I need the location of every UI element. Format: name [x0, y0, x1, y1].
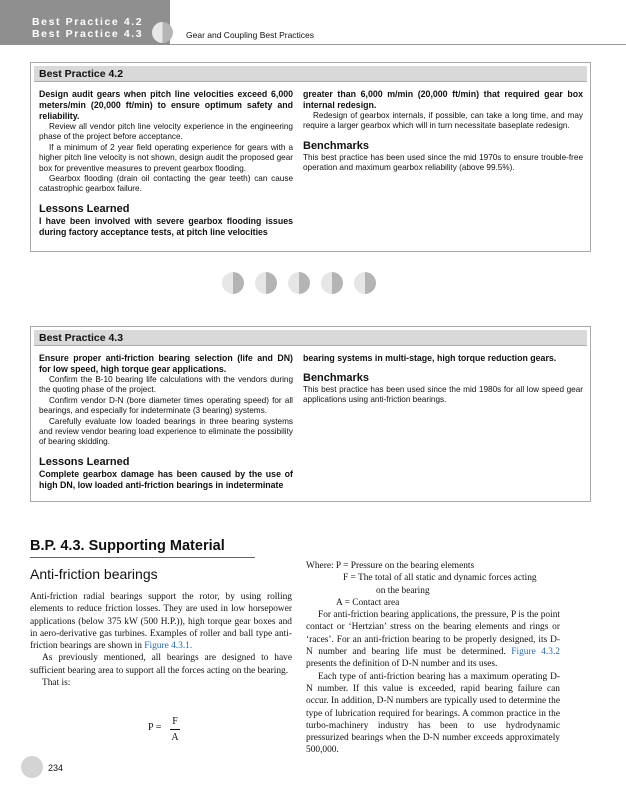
support-right-column [306, 560, 560, 757]
where-line-3: on the bearing [376, 585, 430, 596]
bp42-para-3: Gearbox flooding (drain oil contacting the gear teeth) can cause catastrophic gearbox failure. [39, 174, 293, 194]
bp42-benchmarks-heading: Benchmarks [303, 139, 370, 152]
section-rule [30, 557, 255, 558]
bp43-lessons-text: Complete gearbox damage has been caused by the use of high DN, low loaded anti-friction bearings in indeterminate [39, 468, 293, 490]
support-right-para-1a: For anti-friction bearing applications, the pressure, P is the point contact or ‘Hertzian’ stress on the bearing elements and rings or ‘races’. For an anti-friction bearing to be properly designed, its D-N number and bearing life must be determined. [306, 610, 560, 658]
support-left-para-1 [30, 591, 292, 652]
bp43-para-1: Confirm the B-10 bearing life calculations with the vendors during the quoting phase of the project. [39, 375, 293, 395]
bp42-right-para-1: Redesign of gearbox internals, if possible, can take a long time, and may require a larger gearbox which will in turn necessitate baseplate redesign. [303, 111, 583, 131]
bp43-para-3: Carefully evaluate low loaded bearings in three bearing systems and review vendor bearing load experience to eliminate the possibility of bearing skidding. [39, 416, 293, 447]
divider-circle-icon [321, 272, 343, 294]
support-left-para-2: As previously mentioned, all bearings are designed to have sufficient bearing area to support all the forces acting on the bearing. [30, 653, 292, 676]
support-right-para-2: Each type of anti-friction bearing has a maximum operating D-N number. If this value is exceeded, rapid bearing failure can occur. In addition, D-N numbers are typically used to determine the type of lubrication required for bearings. A common practice in the turbo-machinery industry has been to use hydrodynamic pressurized bearings when the D-N number exceeds approximately 500,000. [306, 671, 560, 756]
bp42-para-1: Review all vendor pitch line velocity experience in the engineering phase of the project before acceptance. [39, 122, 293, 142]
where-line-2: F = The total of all static and dynamic forces acting [343, 573, 537, 584]
page-number: 234 [48, 763, 64, 773]
bp42-right-lead: greater than 6,000 m/min (20,000 ft/min) that required gear box internal redesign. [303, 89, 583, 110]
page-header [0, 0, 626, 45]
bp42-lessons-text: I have been involved with severe gearbox flooding issues during factory acceptance tests, at pitch line velocities [39, 215, 293, 237]
support-left-column [30, 591, 292, 689]
header-tab [0, 0, 170, 45]
bp42-benchmarks-text: This best practice has been used since the mid 1970s to ensure trouble-free operation and maximum gearbox reliability (above 99.5%). [303, 152, 583, 173]
support-left-para-1-text: Anti-friction radial bearings support the rotor, by using rolling elements to reduce friction losses. They are used in low horsepower applications (below 375 kW (500 H.P.)), high torque gear boxes and in aero-derivative gas turbines. Examples of roller and ball type anti-friction bearings are shown in [30, 592, 292, 652]
bp42-header [34, 66, 587, 82]
bp42-box [30, 62, 591, 252]
header-rule [170, 44, 626, 45]
figure-4-3-1-link[interactable]: Figure 4.3.1. [144, 641, 193, 652]
bp42-lessons-heading: Lessons Learned [39, 202, 130, 215]
section-divider [222, 272, 394, 296]
header-bp-label-1: Best Practice 4.2 [32, 16, 144, 28]
bp43-lessons-heading: Lessons Learned [39, 455, 130, 468]
bp43-lead: Ensure proper anti-friction bearing selection (life and DN) for low speed, high torque gear applications. [39, 353, 293, 374]
where-line-4: A = Contact area [336, 597, 400, 608]
bp43-right-column [303, 353, 583, 406]
bp43-benchmarks-text: This best practice has been used since the mid 1980s for all low speed gear applications using anti-friction bearings. [303, 385, 583, 405]
bp43-benchmarks-heading: Benchmarks [303, 372, 370, 384]
header-circle-icon [152, 22, 173, 43]
bp43-header [34, 330, 587, 346]
running-title: Gear and Coupling Best Practices [186, 30, 315, 40]
divider-circle-icon [222, 272, 244, 294]
bp43-box [30, 326, 591, 502]
divider-circle-icon [288, 272, 310, 294]
equation-denominator: A [171, 732, 179, 743]
bp43-left-column [39, 353, 293, 491]
equation-lhs: P = [148, 722, 162, 733]
bp42-lead: Design audit gears when pitch line velocities exceed 6,000 meters/min (20,000 ft/min) to ensure optimum safety and reliability. [39, 89, 293, 121]
bp43-right-lead: bearing systems in multi-stage, high torque reduction gears. [303, 353, 557, 363]
equation-numerator: F [172, 716, 178, 727]
bp43-para-2: Confirm vendor D-N (bore diameter times operating speed) for all bearings, and especially for indeterminate (3 bearing) systems. [39, 395, 293, 416]
header-bp-label-2: Best Practice 4.3 [32, 28, 144, 40]
divider-circle-icon [255, 272, 277, 294]
support-right-para-1b: presents the definition of D-N number and its uses. [306, 659, 498, 670]
fraction-bar [170, 729, 180, 730]
where-line-1: Where: P = Pressure on the bearing elements [306, 561, 475, 571]
page-number-circle-icon [21, 756, 43, 778]
bp43-title: Best Practice 4.3 [39, 332, 124, 344]
support-left-para-3: That is: [42, 678, 71, 689]
bp42-right-column [303, 89, 583, 174]
section-title: B.P. 4.3. Supporting Material [30, 538, 225, 554]
bp42-left-column [39, 89, 293, 238]
equation-fraction [170, 716, 180, 743]
bp42-title: Best Practice 4.2 [39, 68, 124, 80]
subsection-title: Anti-friction bearings [30, 566, 158, 582]
figure-4-3-2-link[interactable]: Figure 4.3.2 [511, 647, 560, 658]
support-right-para-1 [306, 609, 560, 670]
divider-circle-icon [354, 272, 376, 294]
bp42-para-2: If a minimum of 2 year field operating experience for gears with a higher pitch line velocity is not shown, design audit the proposed gear box for preventive measures to prevent gearbox flooding. [39, 142, 293, 173]
